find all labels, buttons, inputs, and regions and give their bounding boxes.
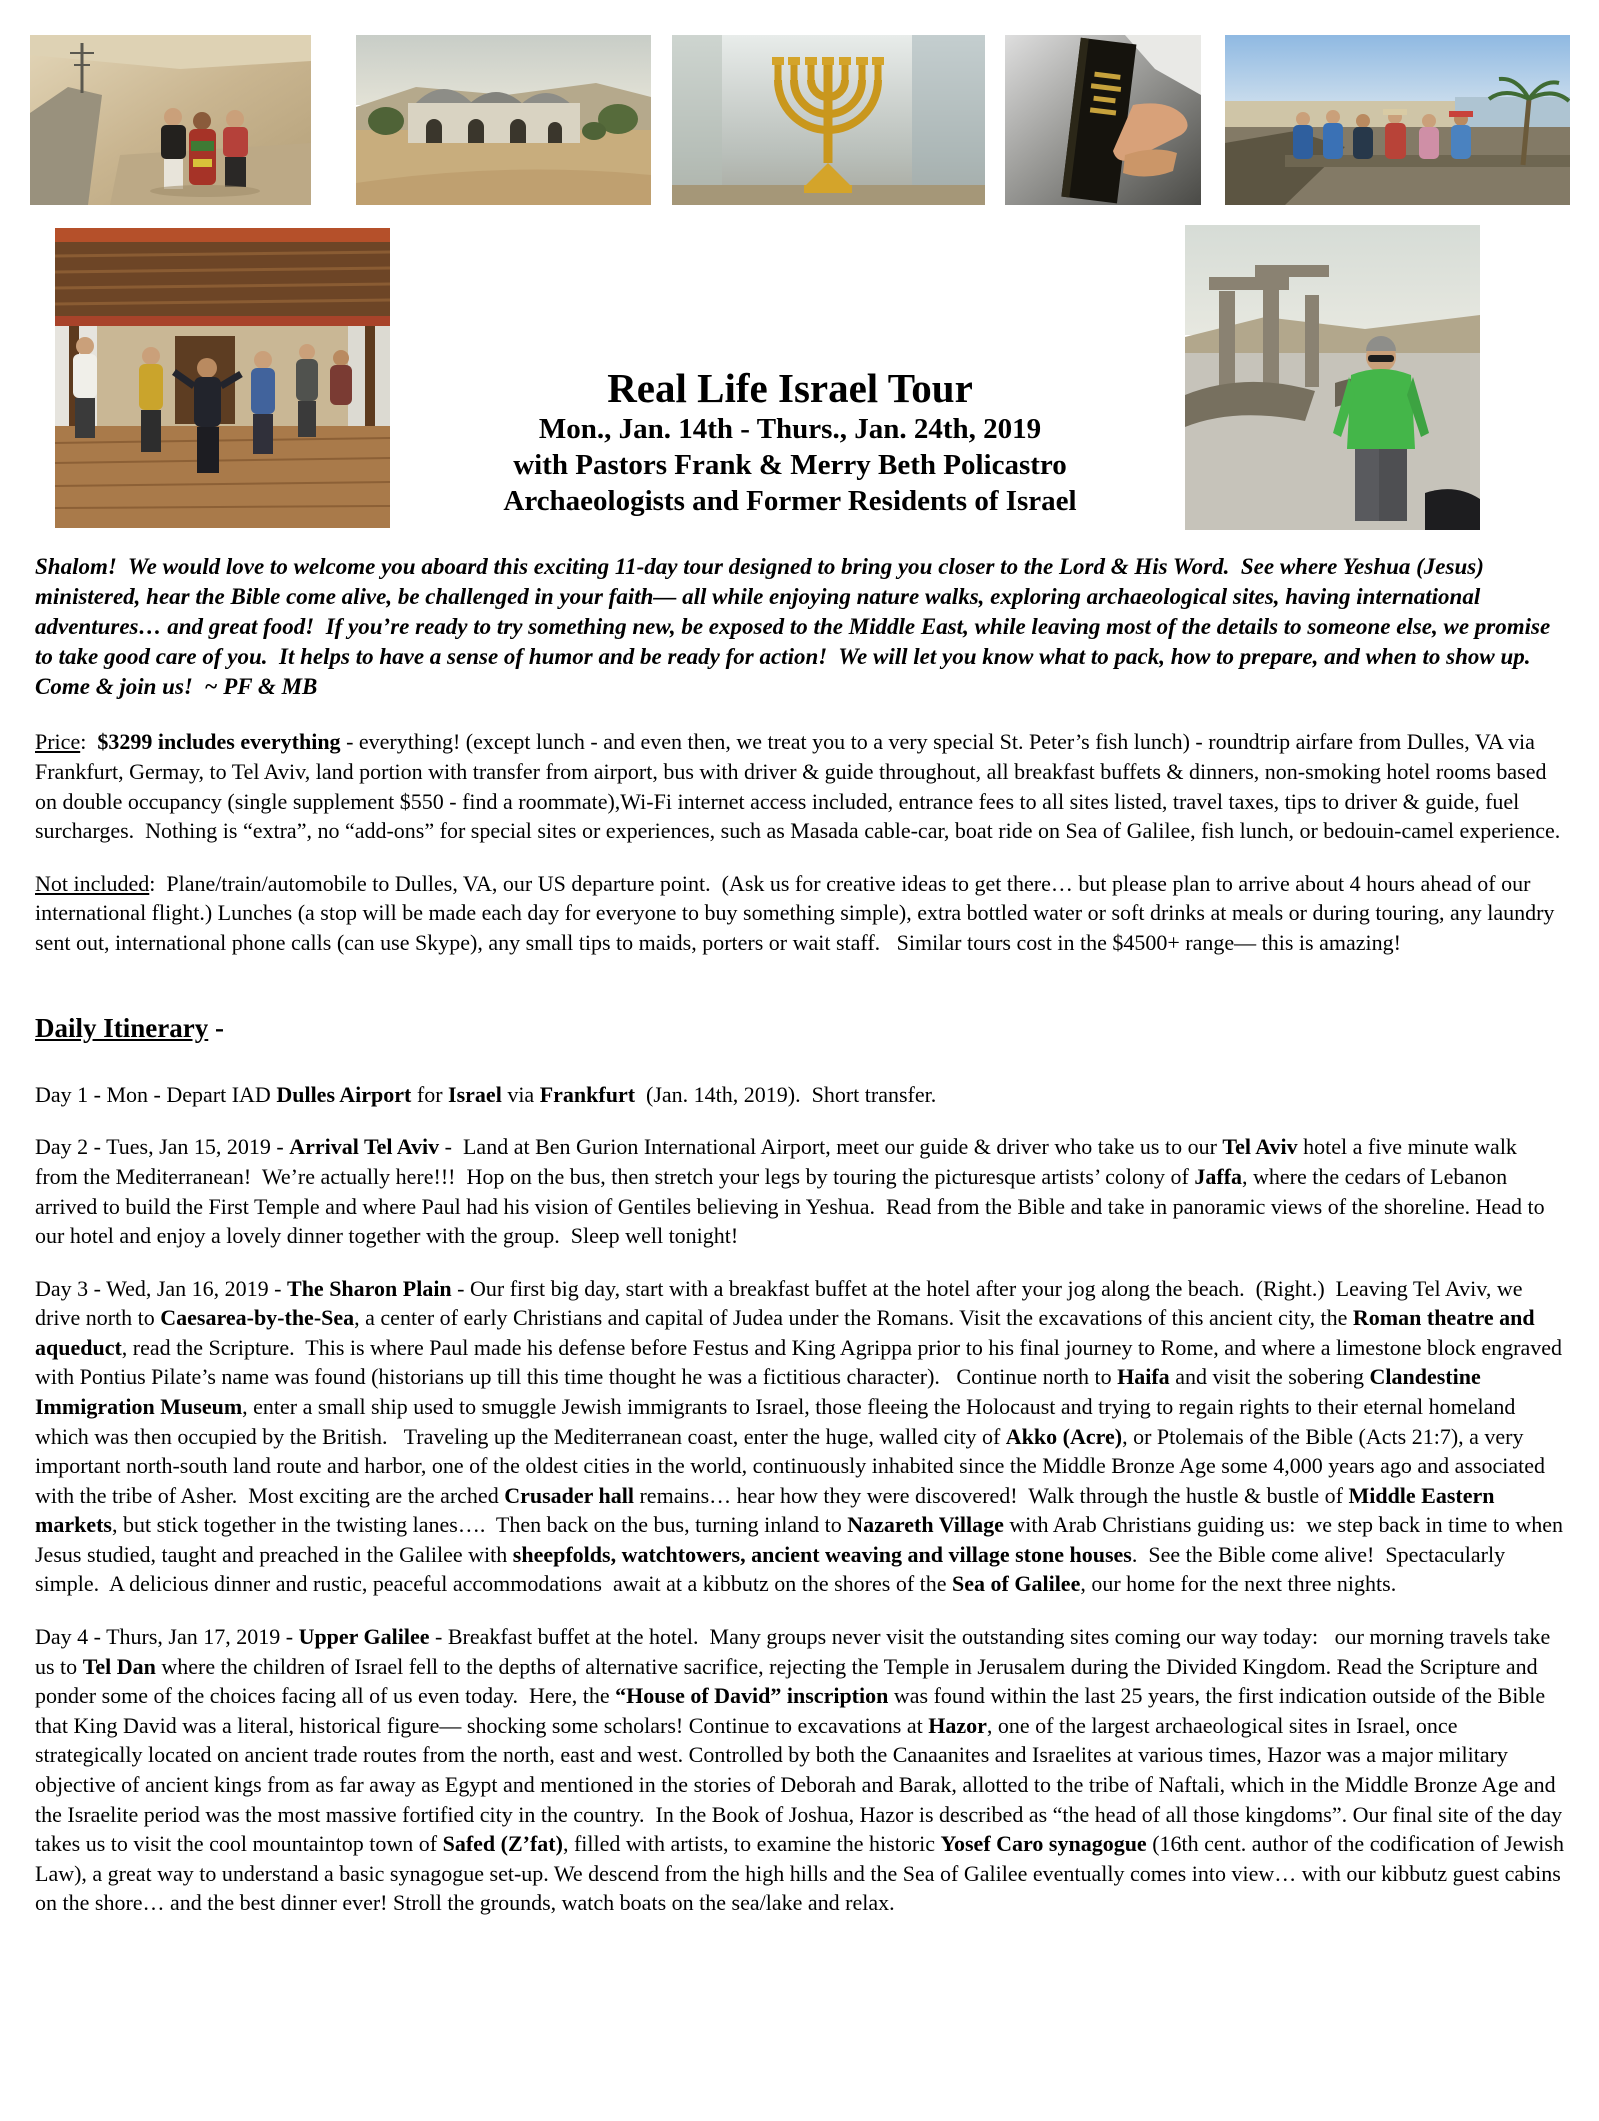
photo-golden-menorah — [672, 35, 985, 205]
date-line: Mon., Jan. 14th - Thurs., Jan. 24th, 2019 — [538, 413, 1042, 446]
photo-group-in-desert-canyon — [30, 35, 311, 205]
intro-paragraph: Shalom! We would love to welcome you aboard this exciting 11-day tour designed to bring you closer to the Lord & His Word. See where Yeshua (Jesus) ministered, hear the Bible come alive, be challenged in your faith— all while enjoying nature walks, exploring archaeological sites, having international adventures… and great food! If you’re ready to try something new, be exposed to the Middle East, while leaving most of the details to someone else, we promise to take good care of you. It helps to have a sense of humor and be ready for action! We will let you know what to pack, how to prepare, and when to show up. Come & join us! ~ PF & MB — [35, 554, 1556, 699]
photo-dancing-on-boat-deck — [55, 228, 390, 528]
price-paragraph: Price: $3299 includes everything - everything! (except lunch - and even then, we treat you to a very special St. Peter’s fish lunch) - roundtrip airfare from Dulles, VA via Frankfurt, Germay, to Tel Aviv, land portion with transfer from airport, bus with driver & guide throughout, all breakfast buffets & dinners, non-smoking hotel rooms based on double occupancy (single supplement $550 - find a roommate),Wi-Fi internet access included, entrance fees to all sites listed, travel taxes, tips to driver & guide, fuel surcharges. Nothing is “extra”, no “add-ons” for special sites or experiences, such as Masada cable-car, boat ride on Sea of Galilee, fish lunch, or bedouin-camel experience. — [35, 729, 1561, 844]
hosts-line: with Pastors Frank & Merry Beth Policastro — [513, 449, 1067, 482]
daily-itinerary-heading: Daily Itinerary - — [35, 1012, 224, 1043]
not-included-paragraph: Not included: Plane/train/automobile to Dulles, VA, our US departure point. (Ask us for creative ideas to get there… but please plan to arrive about 4 hours ahead of our international flight.) Lunches (a stop will be made each day for everyone to buy something simple), extra bottled water or soft drinks at meals or during touring, any laundry sent out, international phone calls (can use Skype), any small tips to maids, porters or wait staff. Similar tours cost in the $4500+ range— this is amazing! — [35, 870, 1560, 955]
photo-guide-at-column-ruins — [1185, 225, 1480, 530]
photo-hand-holding-hebrew-book — [1005, 35, 1201, 205]
day-4-paragraph: Day 4 - Thurs, Jan 17, 2019 - Upper Galilee - Breakfast buffet at the hotel. Many groups never visit the outstanding sites coming our way today: our morning travels take us to Tel Dan where the children of Israel fell to the depths of alternative sacrifice, rejecting the Temple in Jerusalem during the Divided Kingdom. Read the Scripture and ponder some of the choices facing all of us even today. Here, the “House of David” inscription was found within the last 25 years, the first indication outside of the Bible that King David was a literal, historical figure— shocking some scholars! Continue to excavations at Hazor, one of the largest archaeological sites in Israel, once strategically located on ancient trade routes from the north, east and west. Controlled by both the Canaanites and Israelites at various times, Hazor was a major military objective of ancient kings from as far away as Egypt and mentioned in the stories of Deborah and Barak, allotted to the tribe of Naftali, which in the Middle Bronze Age and the Israelite period was the most massive fortified city in the country. In the Book of Joshua, Hazor is described as “the head of all those kingdoms”. Our final site of the day takes us to visit the cool mountaintop town of Safed (Z’fat), filled with artists, to examine the historic Yosef Caro synagogue (16th cent. author of the codification of Jewish Law), a great way to understand a basic synagogue set-up. We descend from the high hills and the Sea of Galilee eventually comes into view… with our kibbutz guest cabins on the shore… and the best dinner ever! Stroll the grounds, watch boats on the sea/lake and relax. — [35, 1624, 1570, 1916]
day-2-paragraph: Day 2 - Tues, Jan 15, 2019 - Arrival Tel Aviv - Land at Ben Gurion International Airport, meet our guide & driver who take us to our Tel Aviv hotel a five minute walk from the Mediterranean! We’re actually here!!! Hop on the bus, then stretch your legs by touring the picturesque artists’ colony of Jaffa, where the cedars of Lebanon arrived to build the First Temple and where Paul had his vision of Gentiles believing in Yeshua. Read from the Bible and take in panoramic views of the shoreline. Head to our hotel and enjoy a lovely dinner together with the group. Sleep well tonight! — [35, 1134, 1551, 1249]
day-3-paragraph: Day 3 - Wed, Jan 16, 2019 - The Sharon Plain - Our first big day, start with a breakfast buffet at the hotel after your jog along the beach. (Right.) Leaving Tel Aviv, we drive north to Caesarea-by-the-Sea, a center of early Christians and capital of Judea under the Romans. Visit the excavations of this ancient city, the Roman theatre and aqueduct, read the Scripture. This is where Paul made his defense before Festus and King Agrippa prior to his final journey to Rome, and where a limestone block engraved with Pontius Pilate’s name was found (historians up till this time thought he was a fictitious character). Continue north to Haifa and visit the sobering Clandestine Immigration Museum, enter a small ship used to smuggle Jewish immigrants to Israel, those fleeing the Holocaust and trying to regain rights to their eternal homeland which was then occupied by the British. Traveling up the Mediterranean coast, enter the huge, walled city of Akko (Acre), or Ptolemais of the Bible (Acts 21:7), a very important north-south land route and harbor, one of the oldest cities in the world, continuously inhabited since the Middle Bronze Age some 4,000 years ago and associated with the tribe of Asher. Most exciting are the arched Crusader hall remains… hear how they were discovered! Walk through the hustle & bustle of Middle Eastern markets, but stick together in the twisting lanes…. Then back on the bus, turning inland to Nazareth Village with Arab Christians guiding us: we step back in time to when Jesus studied, taught and preached in the Galilee with sheepfolds, watchtowers, ancient weaving and village stone houses. See the Bible come alive! Spectacularly simple. A delicious dinner and rustic, peaceful accommodations await at a kibbutz on the shores of the Sea of Galilee, our home for the next three nights. — [35, 1275, 1569, 1597]
photo-tour-group-overlook — [1225, 35, 1570, 205]
flyer-title-block — [410, 365, 1170, 520]
subtitle-line: Archaeologists and Former Residents of Israel — [503, 485, 1077, 518]
photo-stone-pavilion-ruins — [356, 35, 651, 205]
flyer-body — [35, 552, 1570, 1941]
day-1-paragraph: Day 1 - Mon - Depart IAD Dulles Airport for Israel via Frankfurt (Jan. 14th, 2019). Short transfer. — [35, 1081, 937, 1107]
page-title: Real Life Israel Tour — [607, 365, 973, 411]
